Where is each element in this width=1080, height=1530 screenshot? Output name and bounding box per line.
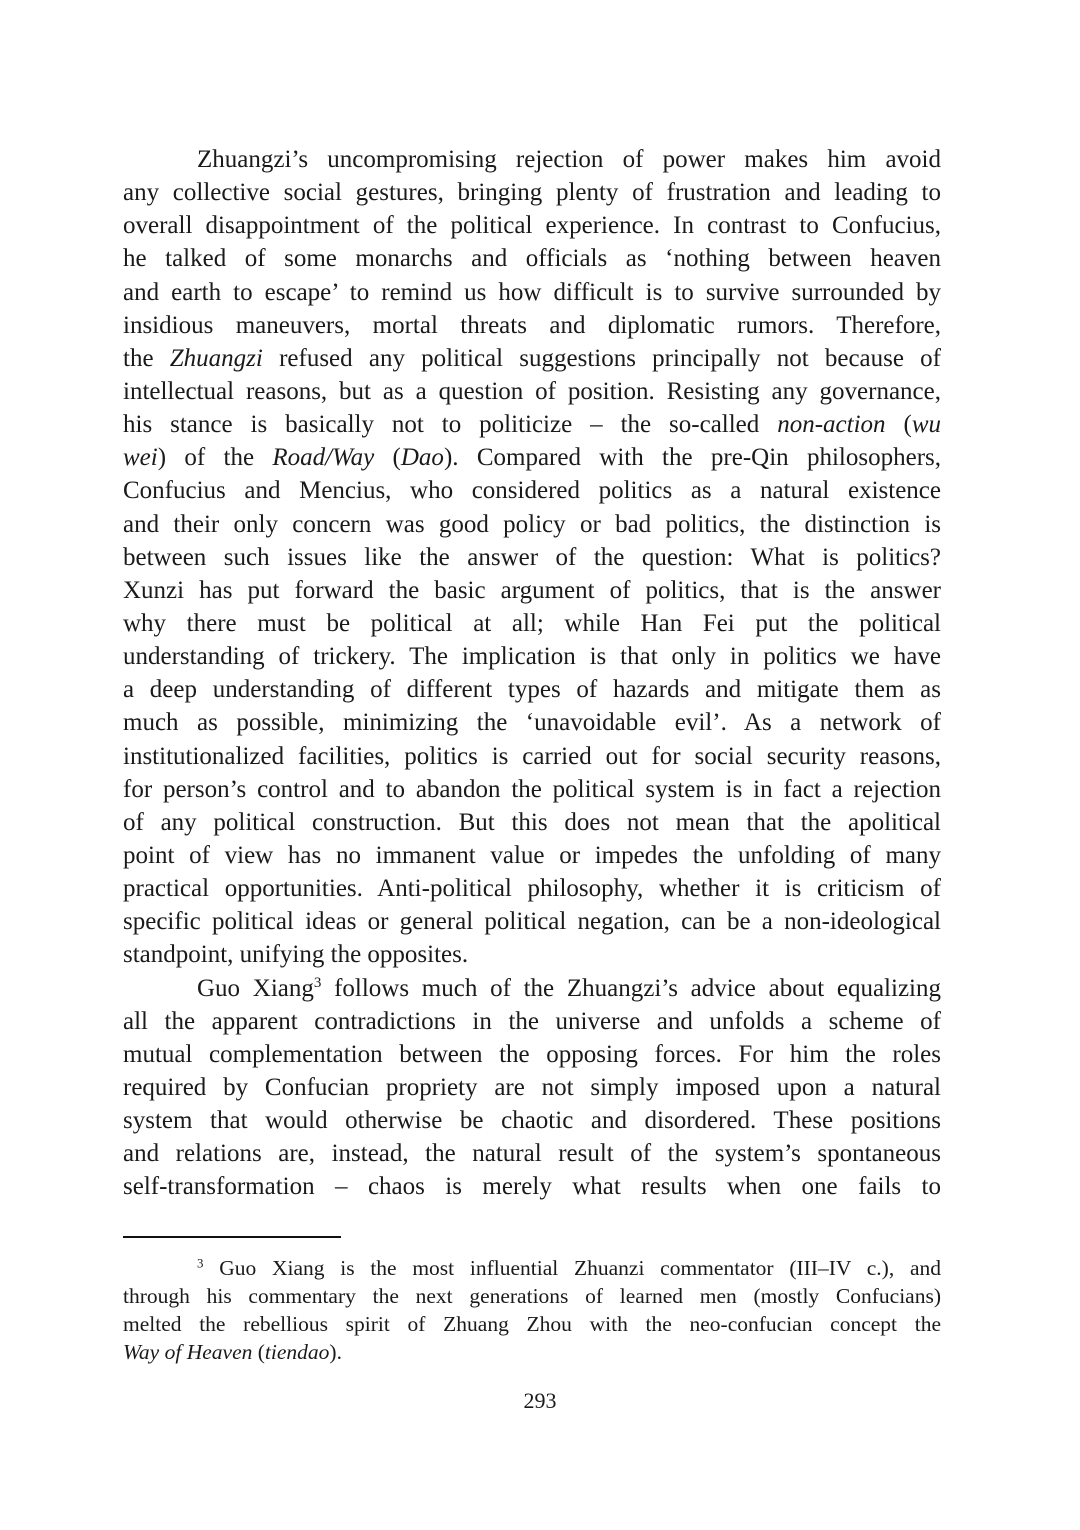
italic-term: tiendao [264,1340,330,1364]
text-run: intellectual reasons, but as a question of position. Resisting any governance, [123,377,941,405]
footnote-line [123,1338,941,1366]
text-run: any collective social gestures, bringing plenty of frustration and leading to [123,179,941,207]
text-line [123,1104,941,1137]
text-run: a deep understanding of different types of hazards and mitigate them as [123,676,941,704]
footnote-separator [123,1236,341,1238]
text-line [123,740,941,773]
text-run: all the apparent contradictions in the universe and unfolds a scheme of [123,1007,941,1035]
text-run: Guo Xiang is the most influential Zhuanzi commentator (III–IV c.), and [203,1256,941,1280]
text-run: standpoint, unifying the opposites. [123,941,469,969]
text-run: ( [374,444,401,472]
text-run: Zhuangzi’s uncompromising rejection of power makes him avoid [197,146,941,173]
text-line [123,408,941,441]
text-line [123,176,941,209]
text-run: required by Confucian propriety are not simply imposed upon a natural [123,1073,941,1101]
text-line [123,872,941,905]
text-run: ). [329,1340,342,1364]
italic-term: Zhuangzi [169,344,263,372]
text-run: of any political construction. But this does not mean that the apolitical [123,808,941,836]
text-line [123,673,941,706]
italic-term: Road/Way [272,444,375,472]
text-line [123,640,941,673]
text-line [123,1038,941,1071]
text-line [123,972,941,1005]
text-run: point of view has no immanent value or impedes the unfolding of many [123,841,941,869]
text-line [123,839,941,872]
footnote [123,1254,941,1366]
italic-term: Dao [400,444,444,472]
text-line [123,773,941,806]
text-run: ( [885,411,912,439]
text-line [123,474,941,507]
text-run: follows much of the Zhuangzi’s advice about equalizing [321,974,941,1002]
text-line [123,242,941,275]
text-line [123,706,941,739]
footnote-line [123,1254,941,1282]
text-line [123,905,941,938]
text-line [123,309,941,342]
text-line [123,1071,941,1104]
text-run: the [123,344,170,372]
text-run: understanding of trickery. The implication is that only in politics we have [123,643,941,671]
text-run: practical opportunities. Anti-political philosophy, whether it is criticism of [123,875,941,903]
italic-term: wu [911,411,941,439]
italic-term: Way of Heaven [123,1340,253,1364]
text-run: ) of the [157,444,273,472]
footnote-line [123,1310,941,1338]
text-run: self-transformation – chaos is merely what results when one fails to [123,1173,941,1201]
text-run: and their only concern was good policy or bad politics, the distinction is [123,510,941,538]
text-line [123,1005,941,1038]
text-run: much as possible, minimizing the ‘unavoidable evil’. As a network of [123,709,941,737]
text-run: ( [252,1340,265,1364]
text-line [123,508,941,541]
text-run: and earth to escape’ to remind us how difficult is to survive surrounded by [123,278,941,306]
text-run: why there must be political at all; while Han Fei put the political [123,609,941,637]
text-run: overall disappointment of the political experience. In contrast to Confucius, [123,212,941,240]
text-line [123,1137,941,1170]
text-run: through his commentary the next generations of learned men (mostly Confucians) [123,1284,941,1308]
text-run: melted the rebellious spirit of Zhuang Zhou with the neo-confucian concept the [123,1312,941,1336]
text-line [123,806,941,839]
text-run: insidious maneuvers, mortal threats and diplomatic rumors. Therefore, [123,311,941,339]
text-line [123,441,941,474]
italic-term: non-action [777,411,886,439]
text-run: his stance is basically not to politicize – the so-called [123,411,778,439]
text-line [123,276,941,309]
text-line [123,1170,941,1203]
text-line [123,209,941,242]
footnote-line [123,1282,941,1310]
text-line [123,143,941,176]
text-run: institutionalized facilities, politics is carried out for social security reasons, [123,742,941,770]
text-run: for person’s control and to abandon the political system is in fact a rejection [123,775,941,803]
text-run: specific political ideas or general political negation, can be a non-ideological [123,908,941,936]
text-run: refused any political suggestions principally not because of [262,344,942,372]
text-line [123,375,941,408]
text-run: mutual complementation between the opposing forces. For him the roles [123,1040,941,1068]
page-number: 293 [523,1388,557,1413]
text-run: Guo Xiang [197,974,314,1002]
footnote-marker[interactable]: 3 [197,1256,204,1271]
text-line [123,342,941,375]
text-line [123,607,941,640]
italic-term: wei [123,444,158,472]
body-text [123,143,941,1204]
text-run: ). Compared with the pre-Qin philosophers, [443,444,942,472]
text-run: system that would otherwise be chaotic and disordered. These positions [123,1107,941,1135]
text-line [123,938,941,971]
text-run: he talked of some monarchs and officials as ‘nothing between heaven [123,245,941,273]
text-line [123,541,941,574]
text-line [123,574,941,607]
text-run: between such issues like the answer of the question: What is politics? [123,543,941,571]
text-run: Confucius and Mencius, who considered politics as a natural existence [123,477,941,505]
text-run: and relations are, instead, the natural result of the system’s spontaneous [123,1140,941,1168]
footnote-marker[interactable]: 3 [313,974,322,991]
text-run: Xunzi has put forward the basic argument of politics, that is the answer [123,576,941,604]
